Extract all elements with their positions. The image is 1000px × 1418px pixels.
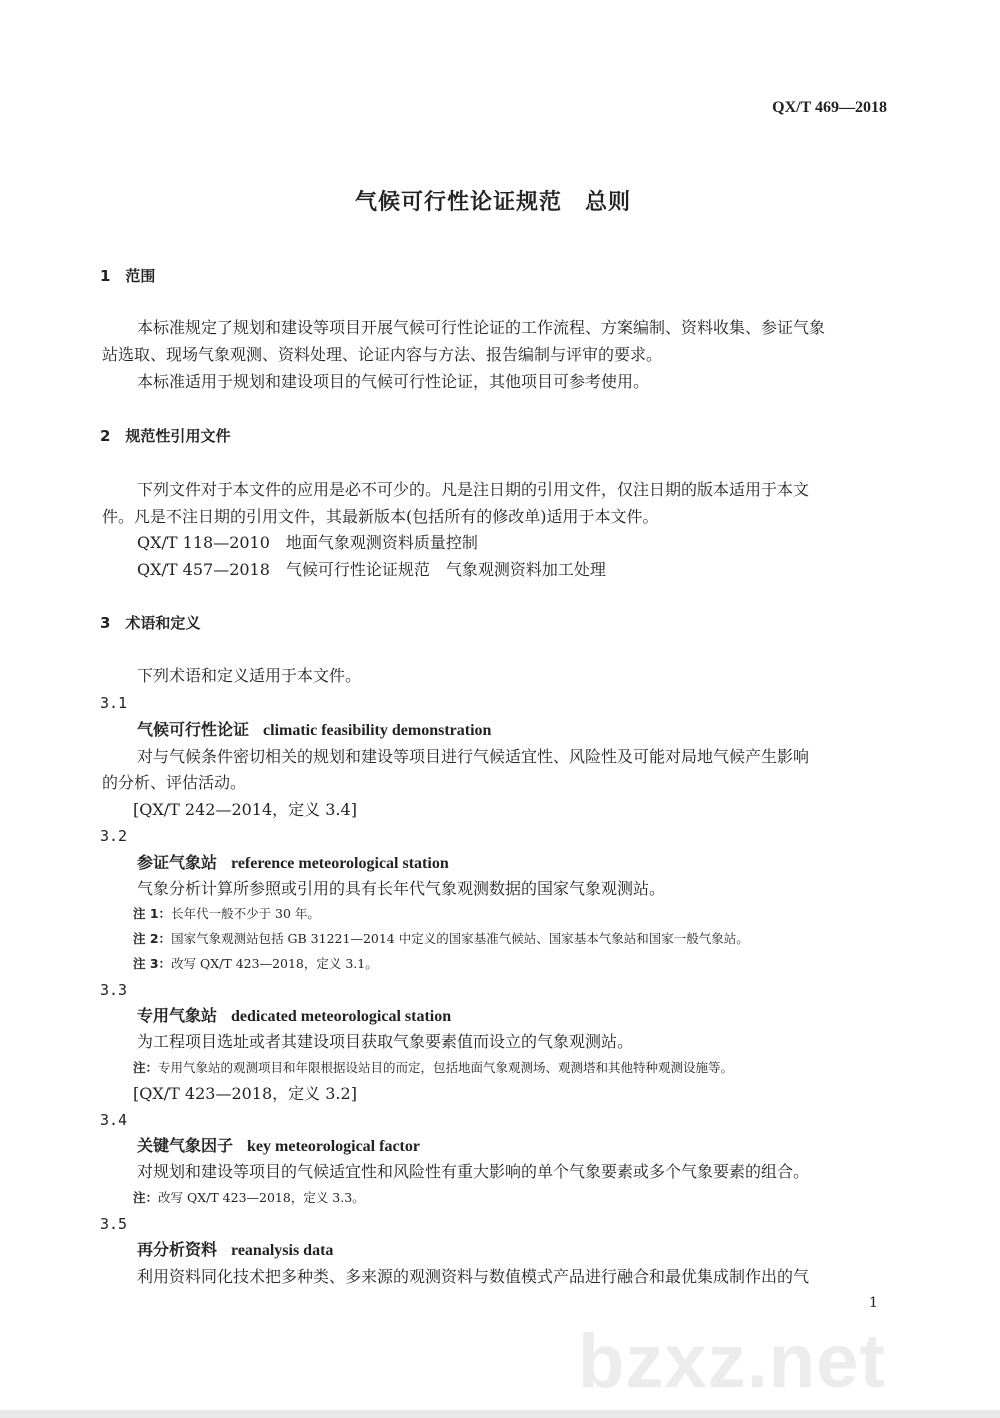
note-label: 注 2：	[133, 931, 172, 946]
paragraph-line: 下列文件对于本文件的应用是必不可少的。凡是注日期的引用文件，仅注日期的版本适用于本文	[137, 480, 810, 499]
term-en: reanalysis data	[231, 1242, 334, 1259]
term-en: dedicated meteorological station	[231, 1008, 452, 1025]
page-bottom-edge	[0, 1410, 1000, 1418]
document-title: 气候可行性论证规范 总则	[354, 190, 631, 215]
term-en: key meteorological factor	[247, 1138, 420, 1155]
term-number: 3.2	[100, 827, 128, 845]
page-number: 1	[869, 1295, 878, 1311]
term-en: reference meteorological station	[231, 855, 449, 872]
section-heading-terms: 3 术语和定义	[100, 614, 201, 632]
term-zh: 专用气象站	[137, 1006, 218, 1025]
term-zh: 再分析资料	[137, 1240, 218, 1259]
note-label: 注：	[133, 1190, 159, 1205]
term-number: 3.5	[100, 1215, 128, 1233]
term-title	[137, 1240, 333, 1261]
paragraph-line: 本标准规定了规划和建设等项目开展气候可行性论证的工作流程、方案编制、资料收集、参证气象	[137, 318, 826, 337]
document-code: QX/T 469—2018	[772, 99, 887, 116]
term-source: [QX/T 423—2018，定义 3.2]	[133, 1084, 357, 1103]
paragraph-line: 站选取、现场气象观测、资料处理、论证内容与方法、报告编制与评审的要求。	[102, 345, 663, 364]
paragraph-line: 下列术语和定义适用于本文件。	[137, 666, 362, 685]
paragraph-line: 件。凡是不注日期的引用文件，其最新版本(包括所有的修改单)适用于本文件。	[102, 507, 659, 526]
note	[133, 1188, 365, 1208]
note-text: 长年代一般不少于 30 年。	[171, 906, 320, 921]
term-number: 3.1	[100, 694, 128, 712]
definition-line: 对与气候条件密切相关的规划和建设等项目进行气候适宜性、风险性及可能对局地气候产生影响	[137, 747, 810, 766]
term-source: [QX/T 242—2014，定义 3.4]	[133, 800, 357, 819]
definition-line: 为工程项目选址或者其建设项目获取气象要素值而设立的气象观测站。	[137, 1032, 634, 1051]
definition-line: 利用资料同化技术把多种类、多来源的观测资料与数值模式产品进行融合和最优集成制作出的气	[137, 1267, 810, 1286]
paragraph-line: 本标准适用于规划和建设项目的气候可行性论证，其他项目可参考使用。	[137, 372, 650, 391]
term-zh: 气候可行性论证	[137, 720, 250, 739]
note-label: 注 1：	[133, 906, 172, 921]
term-number: 3.4	[100, 1111, 128, 1129]
reference-item: QX/T 118—2010 地面气象观测资料质量控制	[137, 533, 478, 552]
term-title	[137, 720, 491, 741]
term-title	[137, 1006, 451, 1027]
definition-line: 气象分析计算所参照或引用的具有长年代气象观测数据的国家气象观测站。	[137, 879, 666, 898]
note-text: 国家气象观测站包括 GB 31221—2014 中定义的国家基准气候站、国家基本气象站和国家一般气象站。	[171, 931, 749, 946]
term-zh: 参证气象站	[137, 853, 218, 872]
term-title	[137, 1136, 420, 1157]
term-number: 3.3	[100, 981, 128, 999]
note	[133, 904, 320, 924]
note-label: 注 3：	[133, 956, 172, 971]
note-text: 改写 QX/T 423—2018，定义 3.3。	[158, 1190, 365, 1205]
note	[133, 1058, 733, 1078]
definition-line: 的分析、评估活动。	[102, 773, 247, 792]
reference-item: QX/T 457—2018 气候可行性论证规范 气象观测资料加工处理	[137, 560, 606, 579]
note	[133, 929, 749, 949]
definition-line: 对规划和建设等项目的气候适宜性和风险性有重大影响的单个气象要素或多个气象要素的组合。	[137, 1162, 810, 1181]
section-heading-scope: 1 范围	[100, 267, 156, 285]
term-en: climatic feasibility demonstration	[263, 722, 492, 739]
note-text: 改写 QX/T 423—2018，定义 3.1。	[171, 956, 378, 971]
note-label: 注：	[133, 1060, 159, 1075]
note-text: 专用气象站的观测项目和年限根据设站目的而定，包括地面气象观测场、观测塔和其他特种观测设施等。	[158, 1060, 734, 1075]
note	[133, 954, 378, 974]
term-title	[137, 853, 449, 874]
section-heading-references: 2 规范性引用文件	[100, 427, 231, 445]
watermark: bzxz.net	[578, 1319, 886, 1404]
term-zh: 关键气象因子	[137, 1136, 234, 1155]
